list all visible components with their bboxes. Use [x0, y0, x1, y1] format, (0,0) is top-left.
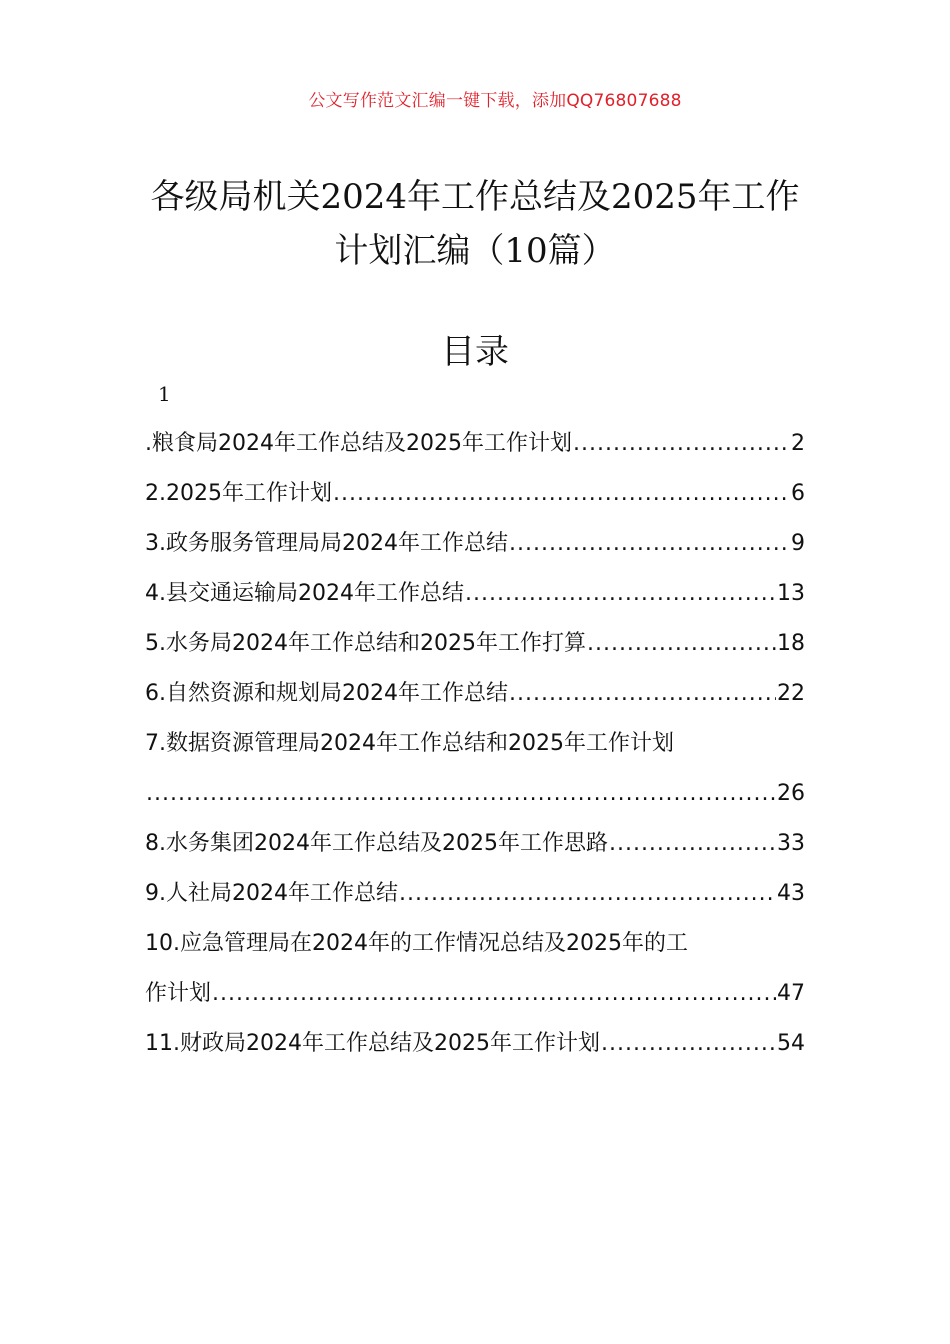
toc-leader — [146, 769, 776, 819]
toc-entry-page: 26 — [777, 781, 805, 806]
toc-entry-title: 8.水务集团2024年工作总结及2025年工作思路 — [145, 831, 608, 856]
toc-entry-title: 5.水务局2024年工作总结和2025年工作打算 — [145, 631, 586, 656]
toc-entry[interactable] — [145, 569, 805, 619]
toc-leader — [601, 1019, 776, 1069]
toc-entry-page: 13 — [777, 581, 805, 606]
toc-leader — [399, 869, 776, 919]
toc-leader — [609, 819, 776, 869]
toc-leader — [212, 969, 776, 1019]
toc-entry[interactable] — [145, 869, 805, 919]
toc-entry-page: 9 — [791, 531, 805, 556]
toc-leader — [587, 619, 776, 669]
toc-entry-title: 3.政务服务管理局局2024年工作总结 — [145, 531, 508, 556]
toc-heading: 目录 — [441, 332, 509, 372]
toc-entry-title: 2.2025年工作计划 — [145, 481, 332, 506]
toc-leader — [509, 669, 776, 719]
toc-entry-title: 9.人社局2024年工作总结 — [145, 881, 398, 906]
toc-entry[interactable] — [145, 669, 805, 719]
toc-entry-page: 22 — [777, 681, 805, 706]
toc-entry[interactable] — [145, 719, 805, 769]
toc-entry-page: 18 — [777, 631, 805, 656]
toc-entry-title: 11.财政局2024年工作总结及2025年工作计划 — [145, 1031, 600, 1056]
orphan-item-number: 1 — [158, 382, 171, 406]
toc-entry[interactable] — [145, 919, 805, 969]
toc-entry[interactable] — [145, 469, 805, 519]
toc-leader — [465, 569, 776, 619]
toc-entry[interactable] — [145, 1019, 805, 1069]
toc-leader — [573, 419, 790, 469]
toc-leader — [509, 519, 790, 569]
document-title: 各级局机关2024年工作总结及2025年工作计划汇编（10篇） — [150, 177, 800, 271]
toc-entry-title: 6.自然资源和规划局2024年工作总结 — [145, 681, 508, 706]
toc-entry-title-cont: 作计划 — [145, 981, 212, 1006]
toc-entry[interactable] — [145, 819, 805, 869]
promo-banner: 公文写作范文汇编一键下载，添加QQ76807688 — [308, 91, 682, 111]
toc-entry-title: 10.应急管理局在2024年的工作情况总结及2025年的工 — [145, 931, 688, 956]
toc-entry-page: 47 — [777, 981, 805, 1006]
toc-entry[interactable] — [145, 519, 805, 569]
toc-entry-title: 7.数据资源管理局2024年工作总结和2025年工作计划 — [145, 731, 674, 756]
toc-entry-continuation[interactable] — [145, 969, 805, 1019]
toc-entry-title: .粮食局2024年工作总结及2025年工作计划 — [145, 431, 572, 456]
toc-entry-page: 2 — [791, 431, 805, 456]
table-of-contents — [145, 419, 805, 1069]
toc-leader — [333, 469, 790, 519]
toc-entry-page: 33 — [777, 831, 805, 856]
toc-entry-title: 4.县交通运输局2024年工作总结 — [145, 581, 464, 606]
toc-entry-page: 54 — [777, 1031, 805, 1056]
toc-entry-continuation[interactable] — [145, 769, 805, 819]
toc-entry[interactable] — [145, 619, 805, 669]
toc-entry-page: 43 — [777, 881, 805, 906]
toc-entry-page: 6 — [791, 481, 805, 506]
toc-entry[interactable] — [145, 419, 805, 469]
